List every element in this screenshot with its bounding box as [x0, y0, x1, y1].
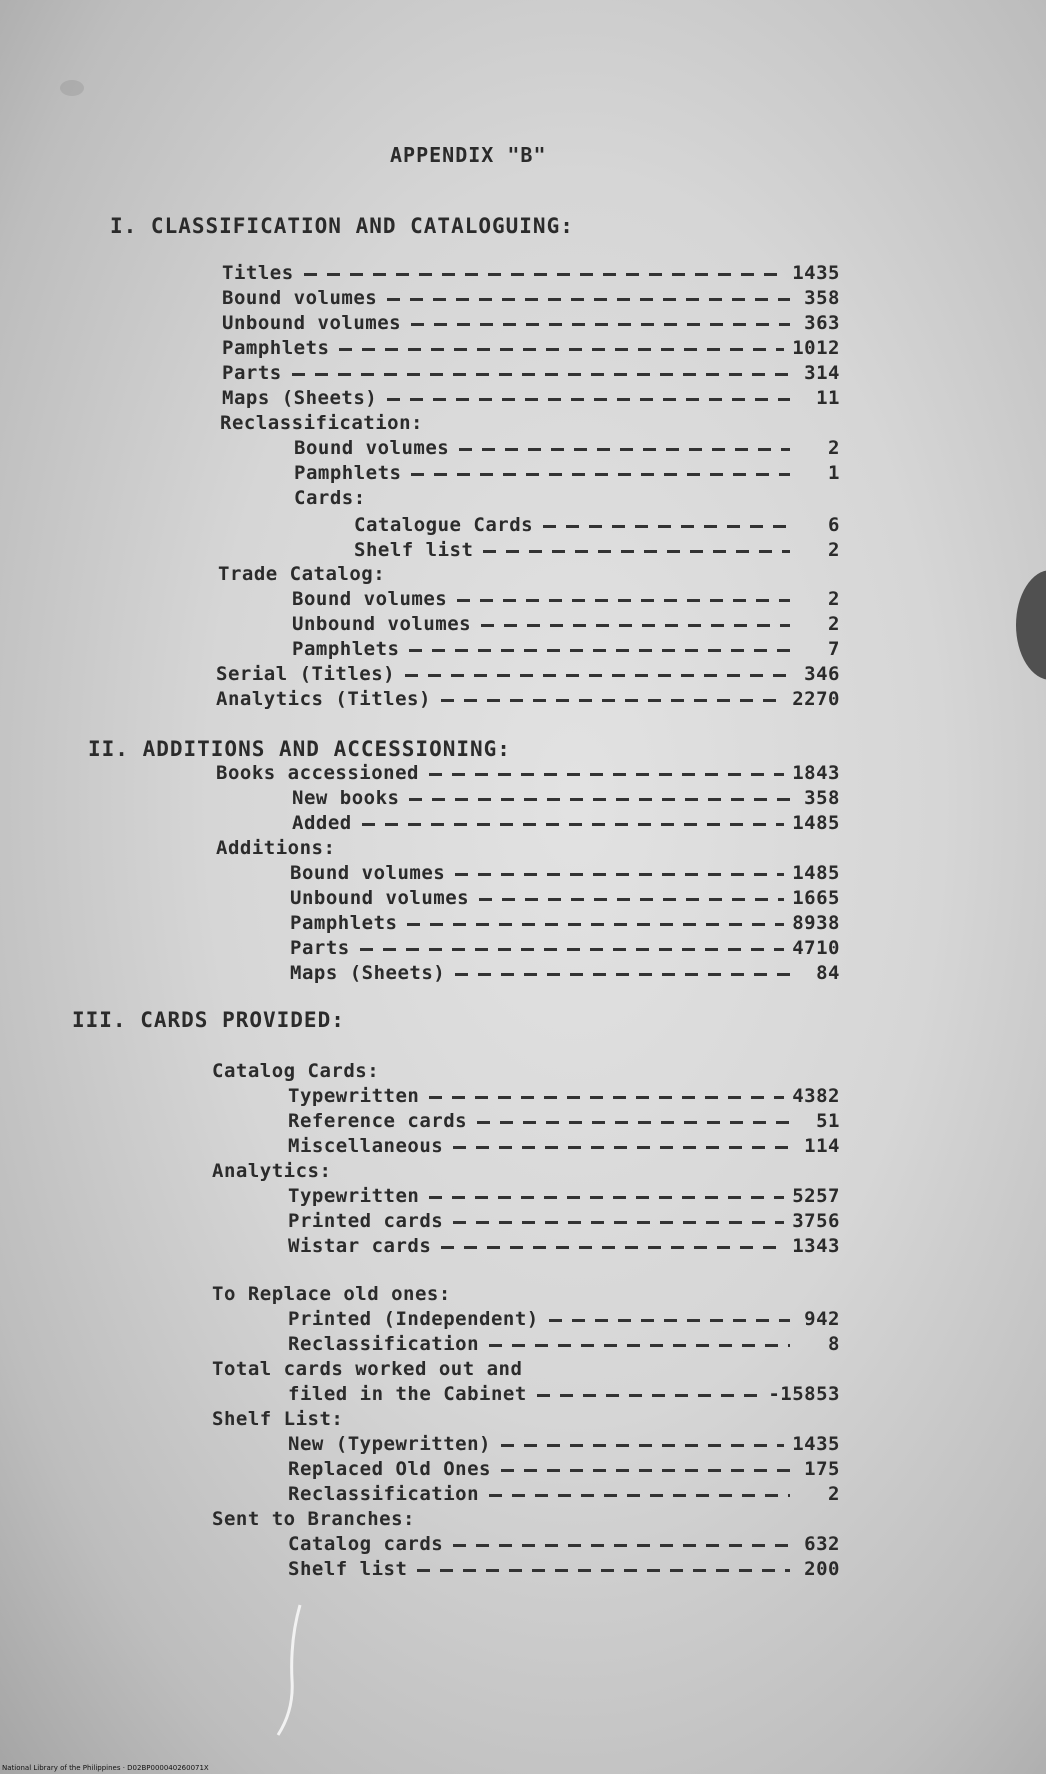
row-label: New (Typewritten)	[288, 1433, 491, 1455]
row-pamphlets	[222, 337, 840, 359]
leader-dashes	[360, 948, 785, 951]
leader-dashes	[477, 1121, 790, 1124]
row-label: New books	[292, 787, 400, 809]
row-value: 6	[828, 514, 840, 536]
row-value: 4382	[792, 1085, 840, 1107]
row-titles	[222, 262, 840, 284]
row-label: Reclassification	[288, 1483, 480, 1505]
row-label: Pamphlets	[290, 912, 398, 934]
row-value: 114	[804, 1135, 840, 1157]
row-label: Shelf list	[354, 539, 474, 561]
row-added	[292, 812, 840, 834]
row-add-bound-volumes	[290, 862, 840, 884]
row-label: Printed cards	[288, 1210, 444, 1232]
leader-dashes	[479, 898, 784, 901]
leader-dashes	[455, 873, 784, 876]
row-value: 5257	[792, 1185, 840, 1207]
replace-heading: To Replace old ones:	[212, 1283, 451, 1305]
row-value: 1485	[792, 812, 840, 834]
leader-dashes	[409, 798, 790, 801]
leader-dashes	[429, 1096, 784, 1099]
leader-dashes	[409, 649, 790, 652]
row-value: 363	[804, 312, 840, 334]
row-value: 2	[828, 613, 840, 635]
row-label: Added	[292, 812, 352, 834]
leader-dashes	[537, 1394, 761, 1397]
row-value: 2270	[792, 688, 840, 710]
row-label: Analytics (Titles)	[216, 688, 431, 710]
leader-dashes	[292, 373, 790, 376]
row-shelf-list	[354, 539, 840, 561]
leader-dashes	[441, 699, 784, 702]
row-analytics-wistar	[288, 1235, 840, 1257]
analytics-heading: Analytics:	[212, 1160, 332, 1182]
leader-dashes	[501, 1469, 790, 1472]
row-shelf-reclassification	[288, 1483, 840, 1505]
row-catalogue-cards	[354, 514, 840, 536]
row-value: 200	[804, 1558, 840, 1580]
row-value: 1343	[792, 1235, 840, 1257]
row-label: Titles	[222, 262, 294, 284]
row-value: 2	[828, 539, 840, 561]
row-trade-bound-volumes	[292, 588, 840, 610]
row-value: 358	[804, 287, 840, 309]
archive-footer: National Library of the Philippines · D02BP000040260071X	[2, 1764, 209, 1772]
section-2-heading: II. ADDITIONS AND ACCESSIONING:	[88, 737, 511, 761]
leader-dashes	[501, 1444, 784, 1447]
row-value: 314	[804, 362, 840, 384]
row-label: filed in the Cabinet	[288, 1383, 527, 1405]
row-label: Bound volumes	[222, 287, 378, 309]
leader-dashes	[387, 298, 790, 301]
cards-heading: Cards:	[294, 487, 366, 509]
row-analytics-typewritten	[288, 1185, 840, 1207]
row-add-pamphlets	[290, 912, 840, 934]
leader-dashes	[481, 624, 790, 627]
leader-dashes	[453, 1544, 790, 1547]
row-label: Printed (Independent)	[288, 1308, 539, 1330]
row-label: Unbound volumes	[292, 613, 472, 635]
row-replaced-old	[288, 1458, 840, 1480]
leader-dashes	[549, 1319, 790, 1322]
dust-speck	[60, 80, 84, 96]
row-value: 942	[804, 1308, 840, 1330]
leader-dashes	[457, 599, 790, 602]
leader-dashes	[411, 473, 790, 476]
row-label: Unbound volumes	[290, 887, 470, 909]
finger-shadow	[1016, 570, 1046, 680]
leader-dashes	[455, 973, 790, 976]
leader-dashes	[362, 823, 785, 826]
leader-dashes	[429, 773, 784, 776]
reclassification-heading: Reclassification:	[220, 412, 423, 434]
catalog-cards-heading: Catalog Cards:	[212, 1060, 380, 1082]
row-label: Parts	[290, 937, 350, 959]
row-label: Books accessioned	[216, 762, 419, 784]
row-new-typewritten	[288, 1433, 840, 1455]
row-value: 1843	[792, 762, 840, 784]
row-reclass-pamphlets	[294, 462, 840, 484]
row-value: 2	[828, 588, 840, 610]
row-value: 1485	[792, 862, 840, 884]
row-value: 4710	[792, 937, 840, 959]
row-value: 2	[828, 437, 840, 459]
row-label: Catalog cards	[288, 1533, 444, 1555]
row-label: Wistar cards	[288, 1235, 432, 1257]
row-value: 8938	[792, 912, 840, 934]
row-bound-volumes	[222, 287, 840, 309]
pencil-mark	[270, 1600, 310, 1740]
additions-heading: Additions:	[216, 837, 336, 859]
row-label: Unbound volumes	[222, 312, 402, 334]
row-label: Pamphlets	[292, 638, 400, 660]
row-label: Serial (Titles)	[216, 663, 396, 685]
row-label: Typewritten	[288, 1085, 420, 1107]
leader-dashes	[453, 1221, 784, 1224]
row-typewritten	[288, 1085, 840, 1107]
row-label: Reclassification	[288, 1333, 480, 1355]
leader-dashes	[339, 348, 784, 351]
row-analytics	[216, 688, 840, 710]
row-value: 1435	[792, 1433, 840, 1455]
row-add-maps	[290, 962, 840, 984]
row-reference-cards	[288, 1110, 840, 1132]
row-trade-unbound-volumes	[292, 613, 840, 635]
row-value: 51	[816, 1110, 840, 1132]
leader-dashes	[407, 923, 784, 926]
row-label: Maps (Sheets)	[222, 387, 378, 409]
row-value: 1665	[792, 887, 840, 909]
row-value: 358	[804, 787, 840, 809]
leader-dashes	[405, 674, 790, 677]
row-serial	[216, 663, 840, 685]
leader-dashes	[429, 1196, 784, 1199]
row-value: 175	[804, 1458, 840, 1480]
row-label: Pamphlets	[294, 462, 402, 484]
leader-dashes	[441, 1246, 784, 1249]
leader-dashes	[453, 1146, 790, 1149]
row-label: Replaced Old Ones	[288, 1458, 491, 1480]
row-label: Reference cards	[288, 1110, 468, 1132]
row-value: 632	[804, 1533, 840, 1555]
shelf-list-heading: Shelf List:	[212, 1408, 344, 1430]
row-value: 2	[828, 1483, 840, 1505]
branches-heading: Sent to Branches:	[212, 1508, 415, 1530]
row-label: Bound volumes	[292, 588, 448, 610]
row-value: 8	[828, 1333, 840, 1355]
row-value: 11	[816, 387, 840, 409]
row-new-books	[292, 787, 840, 809]
row-label: Parts	[222, 362, 282, 384]
leader-dashes	[304, 273, 785, 276]
trade-catalog-heading: Trade Catalog:	[218, 563, 386, 585]
row-total-cards	[288, 1383, 840, 1405]
row-parts	[222, 362, 840, 384]
row-label: Bound volumes	[290, 862, 446, 884]
row-label: Typewritten	[288, 1185, 420, 1207]
row-analytics-printed	[288, 1210, 840, 1232]
row-add-unbound-volumes	[290, 887, 840, 909]
leader-dashes	[489, 1494, 790, 1497]
row-branch-shelf-list	[288, 1558, 840, 1580]
row-value: 1012	[792, 337, 840, 359]
row-replace-reclassification	[288, 1333, 840, 1355]
leader-dashes	[543, 525, 790, 528]
leader-dashes	[411, 323, 790, 326]
leader-dashes	[459, 448, 790, 451]
row-add-parts	[290, 937, 840, 959]
row-value: 346	[804, 663, 840, 685]
row-label: Catalogue Cards	[354, 514, 534, 536]
row-value: 7	[828, 638, 840, 660]
row-printed-independent	[288, 1308, 840, 1330]
row-books-accessioned	[216, 762, 840, 784]
row-value: 84	[816, 962, 840, 984]
leader-dashes	[387, 398, 790, 401]
row-label: Pamphlets	[222, 337, 330, 359]
row-branch-catalog-cards	[288, 1533, 840, 1555]
appendix-title: APPENDIX "B"	[390, 143, 547, 167]
row-label: Bound volumes	[294, 437, 450, 459]
leader-dashes	[483, 550, 790, 553]
row-value: 1	[828, 462, 840, 484]
total-cards-line: Total cards worked out and	[212, 1358, 523, 1380]
row-value: 3756	[792, 1210, 840, 1232]
row-label: Miscellaneous	[288, 1135, 444, 1157]
leader-dashes	[417, 1569, 790, 1572]
section-1-heading: I. CLASSIFICATION AND CATALOGUING:	[110, 214, 574, 238]
row-label: Shelf list	[288, 1558, 408, 1580]
leader-dashes	[489, 1344, 790, 1347]
section-3-heading: III. CARDS PROVIDED:	[72, 1008, 345, 1032]
row-unbound-volumes	[222, 312, 840, 334]
row-maps	[222, 387, 840, 409]
row-trade-pamphlets	[292, 638, 840, 660]
row-reclass-bound-volumes	[294, 437, 840, 459]
row-value: 1435	[792, 262, 840, 284]
row-value: -15853	[768, 1383, 840, 1405]
row-label: Maps (Sheets)	[290, 962, 446, 984]
row-miscellaneous	[288, 1135, 840, 1157]
